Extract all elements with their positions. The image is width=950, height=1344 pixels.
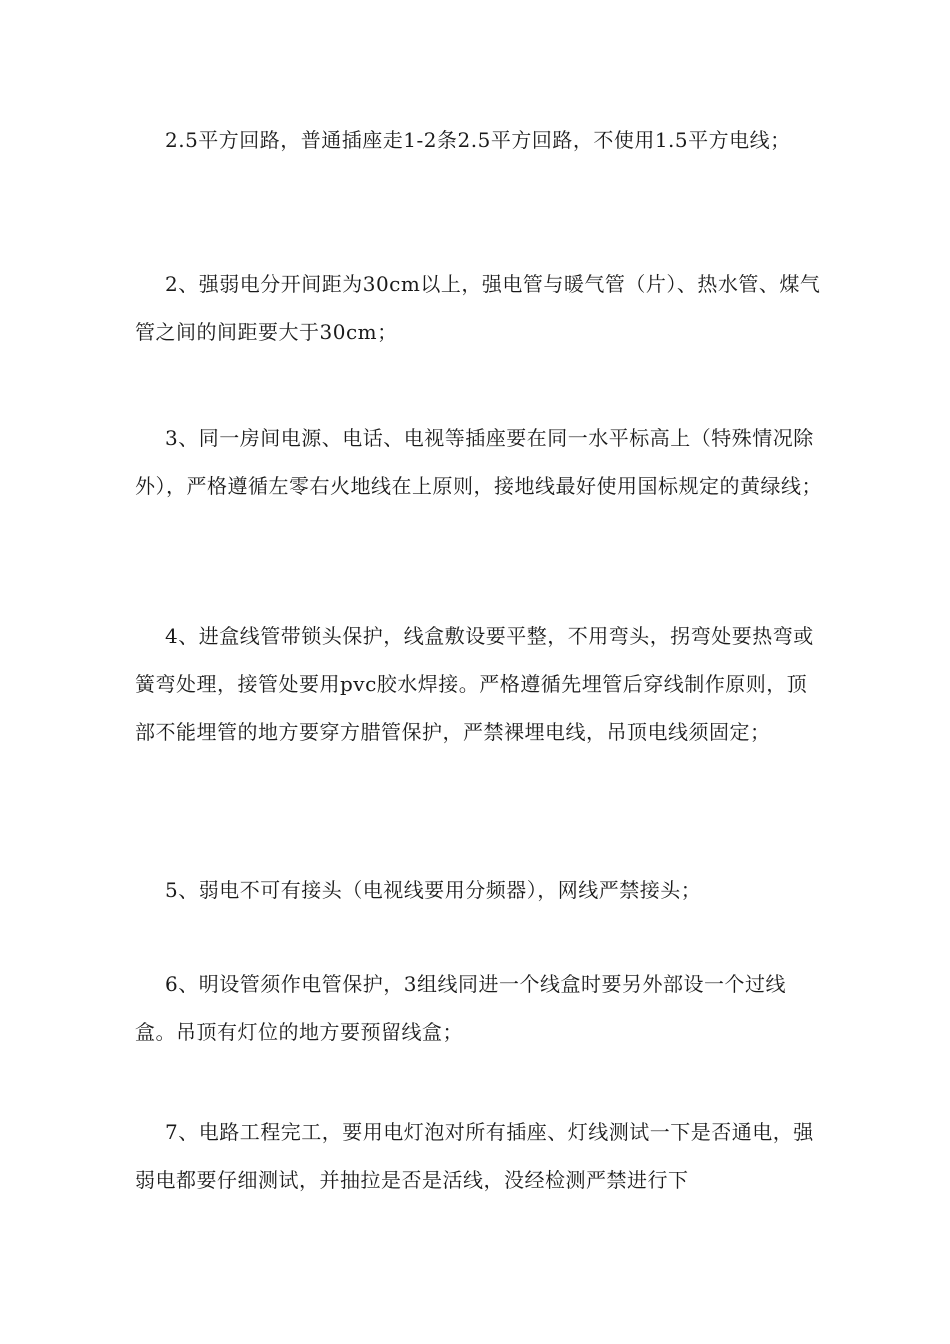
paragraph-item-7: 7、电路工程完工，要用电灯泡对所有插座、灯线测试一下是否通电，强弱电都要仔细测试，并抽拉是否是活线，没经检测严禁进行下 <box>135 1120 814 1192</box>
paragraph-item-2: 2、强弱电分开间距为30cm以上，强电管与暖气管（片）、热水管、煤气管之间的间距要大于30cm； <box>135 272 821 344</box>
paragraph-wiring-circuits: 2.5平方回路，普通插座走1-2条2.5平方回路，不使用1.5平方电线； <box>165 128 791 152</box>
paragraph-item-4: 4、进盒线管带锁头保护，线盒敷设要平整，不用弯头，拐弯处要热弯或簧弯处理，接管处要用pvc胶水焊接。严格遵循先埋管后穿线制作原则，顶部不能埋管的地方要穿方腊管保护，严禁裸埋电线，吊顶电线须固定； <box>135 624 814 744</box>
paragraph-item-3: 3、同一房间电源、电话、电视等插座要在同一水平标高上（特殊情况除外），严格遵循左零右火地线在上原则，接地线最好使用国标规定的黄绿线； <box>135 426 822 498</box>
paragraph-item-5: 5、弱电不可有接头（电视线要用分频器），网线严禁接头； <box>165 878 702 902</box>
paragraph-item-6: 6、明设管须作电管保护，3组线同进一个线盒时要另外部设一个过线盒。吊顶有灯位的地方要预留线盒； <box>135 972 786 1044</box>
